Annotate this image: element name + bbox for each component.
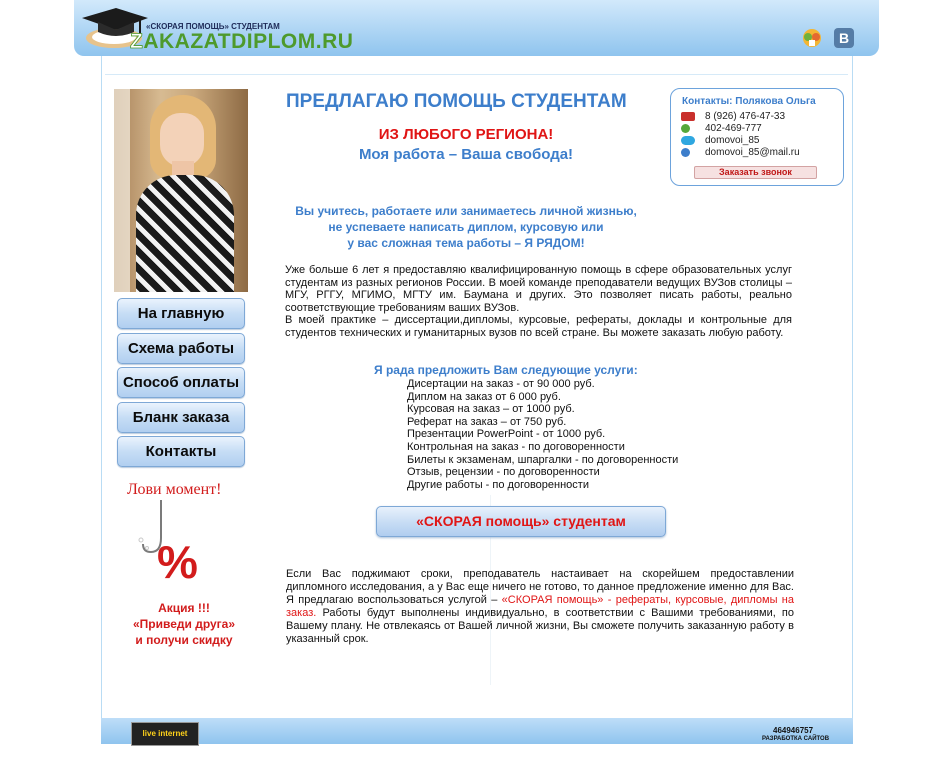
site-header xyxy=(74,0,879,56)
menu-item-home[interactable]: На главную xyxy=(117,298,245,329)
offer-text-end: Работы будут выполнены индивидуально, в соответствии с Вашими требованиями, по Вашему плану. Не отвлекаясь от Вашей личной жизни, Вы сможете получить заказанную работу в указанный срок. xyxy=(286,607,794,645)
service-item: Другие работы - по договоренности xyxy=(407,478,589,491)
email-address[interactable]: domovoi_85@mail.ru xyxy=(705,147,800,158)
service-item: Дисертации на заказ - от 90 000 руб. xyxy=(407,378,595,390)
practice-text: В моей практике – диссертации,дипломы, курсовые, рефераты, доклады и контрольные для студентов технических и гуманитарных вузов по всей стране. Вы можете заказать любую работу. xyxy=(285,314,792,339)
slogan: Моя работа – Ваша свобода! xyxy=(358,146,574,163)
service-item: Билеты к экзаменам, шпаргалки - по договоренности xyxy=(407,453,679,466)
menu-item-contacts[interactable]: Контакты xyxy=(117,436,245,467)
icq-number: 402-469-777 xyxy=(705,123,762,134)
logo-tagline: «СКОРАЯ ПОМОЩЬ» СТУДЕНТАМ xyxy=(146,22,280,31)
promo-line: Акция !!! xyxy=(158,601,210,615)
contacts-title: Контакты: Полякова Ольга xyxy=(682,96,816,107)
divider xyxy=(105,74,848,75)
promo-title[interactable]: Лови момент! xyxy=(127,481,222,498)
skype-id: domovoi_85 xyxy=(705,135,760,146)
services-title: Я рада предложить Вам следующие услуги: xyxy=(374,363,638,377)
liveinternet-counter[interactable]: live internet xyxy=(131,722,199,746)
footer-counter: 464946757 xyxy=(773,726,814,735)
main-menu xyxy=(117,298,245,471)
offer-highlight: «СКОРАЯ помощь» - рефераты, курсовые, дипломы на заказ. xyxy=(286,594,794,619)
service-item: Презентации PowerPoint - от 1000 руб. xyxy=(407,428,606,441)
service-item: Отзыв, рецензии - по договоренности xyxy=(407,466,600,479)
logo-z: Z xyxy=(130,30,144,53)
contacts-box xyxy=(670,88,844,186)
intro-line: не успеваете написать диплом, курсовую или xyxy=(328,220,604,234)
logo-text[interactable] xyxy=(130,30,353,54)
about-text: Уже больше 6 лет я предоставляю квалифицированную помощь в сфере образовательных услуг студентам из разных регионов России. В моей команде преподаватели ведущих ВУЗов столицы – МГУ, РГГУ, МГИМО, МГТУ им. Баумана и других. Это позволяет писать работы, реально соответствующие требованиям ваших ВУЗов. xyxy=(285,264,792,314)
service-item: Курсовая на заказ – от 1000 руб. xyxy=(407,403,575,416)
intro-line: Вы учитесь, работаете или занимаетесь личной жизнью, xyxy=(295,204,637,218)
page-title: ПРЕДЛАГАЮ ПОМОЩЬ СТУДЕНТАМ xyxy=(286,91,627,112)
menu-item-order-form[interactable]: Бланк заказа xyxy=(117,402,245,433)
menu-item-work-scheme[interactable]: Схема работы xyxy=(117,333,245,364)
order-call-button[interactable]: Заказать звонок xyxy=(694,166,817,179)
author-photo xyxy=(114,89,248,292)
region-heading: ИЗ ЛЮБОГО РЕГИОНА! xyxy=(378,126,554,143)
menu-item-payment[interactable]: Способ оплаты xyxy=(117,367,245,398)
service-item: Диплом на заказ от 6 000 руб. xyxy=(407,390,561,403)
service-item: Реферат на заказ – от 750 руб. xyxy=(407,415,567,428)
phone-icon xyxy=(681,112,695,121)
fish-hook-icon[interactable] xyxy=(137,500,209,582)
intro-line: у вас сложная тема работы – Я РЯДОМ! xyxy=(347,236,585,250)
promo-line: и получи скидку xyxy=(135,633,233,647)
promo-line: «Приведи друга» xyxy=(132,617,236,631)
service-item: Контрольная на заказ - по договоренности xyxy=(407,440,625,453)
icq-icon xyxy=(681,124,690,133)
about-paragraph xyxy=(285,264,792,340)
emergency-help-button[interactable]: «СКОРАЯ помощь» студентам xyxy=(376,506,666,537)
skype-icon xyxy=(681,136,695,145)
social-icon[interactable] xyxy=(800,27,824,49)
offer-paragraph xyxy=(286,568,794,646)
developer-link[interactable]: РАЗРАБОТКА САЙТОВ xyxy=(762,736,830,742)
vkontakte-icon[interactable]: B xyxy=(834,28,854,48)
offer-text: Если Вас поджимают сроки, преподаватель настаивает на скорейшем предоставлении дипломного исследования, а у Вас еще ничего не готово, то данное предложение именно для Вас. Я предлагаю воспользоваться услугой – xyxy=(286,568,794,606)
phone-number: 8 (926) 476-47-33 xyxy=(705,111,786,122)
referral-promo[interactable] xyxy=(120,600,248,648)
percent-sign: % xyxy=(157,536,198,582)
email-icon xyxy=(681,148,690,157)
services-list xyxy=(407,378,678,491)
intro-text xyxy=(286,203,646,251)
logo-domain: AKAZATDIPLOM.RU xyxy=(143,30,354,53)
site-footer xyxy=(101,718,853,744)
